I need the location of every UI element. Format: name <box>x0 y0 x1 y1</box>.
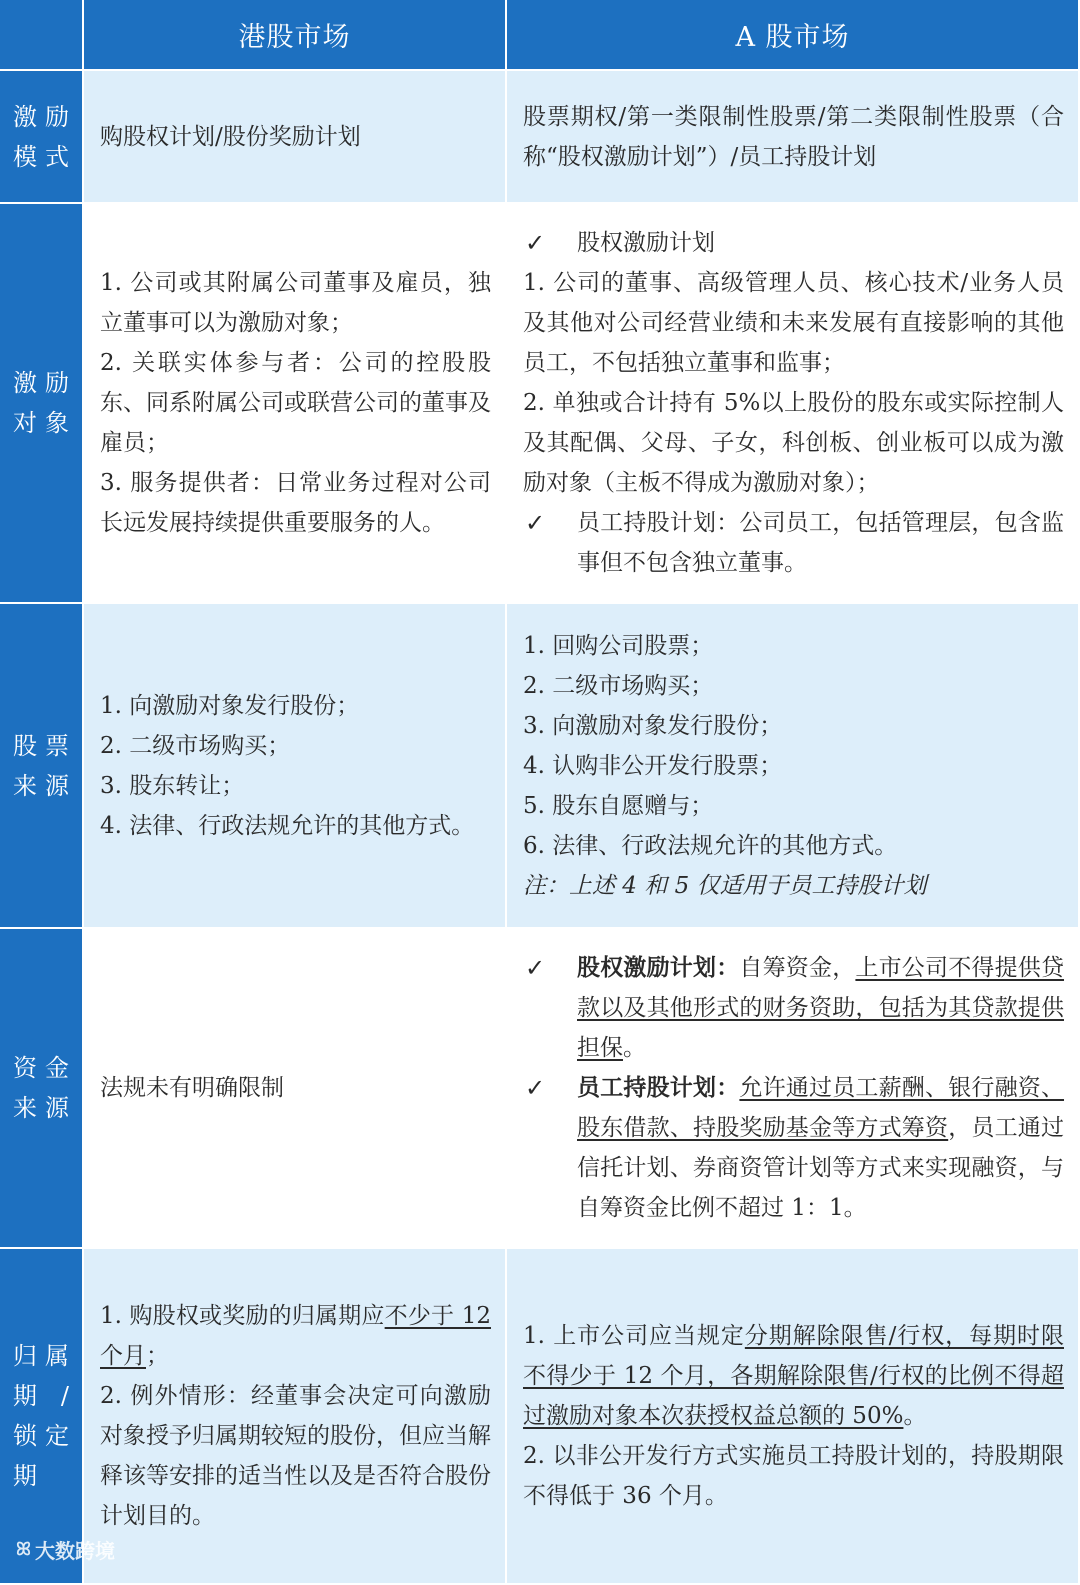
check-icon: ✓ <box>525 954 546 982</box>
header-corner <box>0 0 84 71</box>
mode-hk <box>84 71 507 204</box>
row-label-funds: 资金来源 <box>0 929 84 1249</box>
target-hk-item: 1. 公司或其附属公司董事及雇员，独立董事可以为激励对象； <box>100 270 491 336</box>
funds-hk-text: 法规未有明确限制 <box>100 1075 284 1101</box>
vesting-a-item-1: 1. 上市公司应当规定分期解除限售/行权，每期时限不得少于 12 个月，各期解除限售/行权的比例不得超过激励对象本次获授权益总额的 50%。 <box>523 1323 1064 1429</box>
source-a-note: 注：上述 4 和 5 仅适用于员工持股计划 <box>523 872 927 899</box>
check-icon: ✓ <box>525 1074 546 1102</box>
row-label-target: 激励对象 <box>0 204 84 604</box>
funds-a <box>507 929 1080 1249</box>
funds-a-equity: ✓ 股权激励计划：自筹资金，上市公司不得提供贷款以及其他形式的财务资助，包括为其贷款提供担保。 <box>523 948 1064 1068</box>
source-a-item: 4. 认购非公开发行股票； <box>523 752 783 779</box>
vesting-hk-item-2: 2. 例外情形：经董事会决定可向激励对象授予归属期较短的股份，但应当解释该等安排的适当性以及是否符合股份计划目的。 <box>100 1383 491 1529</box>
watermark-text: 大数跨境 <box>34 1539 115 1563</box>
funds-hk <box>84 929 507 1249</box>
source-a-item: 2. 二级市场购买； <box>523 672 714 699</box>
source-a-item: 1. 回购公司股票； <box>523 632 714 659</box>
check-icon: ✓ <box>525 509 546 537</box>
target-hk <box>84 204 507 604</box>
source-hk-item: 1. 向激励对象发行股份； <box>100 692 360 719</box>
funds-a-equity-plain: 自筹资金， <box>739 955 856 981</box>
source-hk-item: 2. 二级市场购买； <box>100 732 291 759</box>
funds-a-esop-title: 员工持股计划： <box>577 1074 740 1101</box>
header-hk-market: 港股市场 <box>84 0 507 71</box>
vesting-hk <box>84 1249 507 1585</box>
vesting-hk-item-1: 1. 购股权或奖励的归属期应不少于 12 个月； <box>100 1303 491 1369</box>
funds-a-esop-plain: ，员工通过信托计划、券商资管计划等方式来实现融资，与自筹资金比例不超过 1：1。 <box>577 1115 1065 1221</box>
source-a <box>507 604 1080 929</box>
target-a-item: 2. 单独或合计持有 5%以上股份的股东或实际控制人及其配偶、父母、子女，科创板、创业板可以成为激励对象（主板不得成为激励对象）； <box>523 390 1064 496</box>
target-a-item: 1. 公司的董事、高级管理人员、核心技术/业务人员及其他对公司经营业绩和未来发展有直接影响的其他员工，不包括独立董事和监事； <box>523 270 1064 376</box>
target-a-esop-text: 公司员工，包括管理层，包含监事但不包含独立董事。 <box>577 510 1065 576</box>
vesting-a-item-2: 2. 以非公开发行方式实施员工持股计划的，持股期限不得低于 36 个月。 <box>523 1443 1064 1509</box>
check-icon: ✓ <box>525 229 546 257</box>
mode-a-text: 股票期权/第一类限制性股票/第二类限制性股票（合称“股权激励计划”）/员工持股计划 <box>523 103 1064 170</box>
watermark <box>16 1535 115 1564</box>
funds-a-equity-title: 股权激励计划： <box>577 954 740 981</box>
target-hk-item: 2. 关联实体参与者：公司的控股股东、同系附属公司或联营公司的董事及雇员； <box>100 350 491 456</box>
source-hk <box>84 604 507 929</box>
vesting-a <box>507 1249 1080 1585</box>
funds-a-esop-allowed: 允许通过员工薪酬、银行融资、股东借款、持股奖励基金等方式筹资 <box>577 1075 1065 1141</box>
mode-a <box>507 71 1080 204</box>
target-a-equity-heading: ✓ 股权激励计划 <box>523 223 1064 263</box>
brand-logo-icon: ꕤ <box>16 1539 29 1560</box>
mode-hk-text: 购股权计划/股份奖励计划 <box>100 123 361 150</box>
source-a-item: 5. 股东自愿赠与； <box>523 792 714 819</box>
source-hk-item: 3. 股东转让； <box>100 772 245 799</box>
funds-a-equity-restriction: 上市公司不得提供贷款以及其他形式的财务资助，包括为其贷款提供担保 <box>577 955 1065 1061</box>
row-label-vesting: 归属期/锁定期 <box>0 1249 84 1585</box>
source-a-item: 3. 向激励对象发行股份； <box>523 712 783 739</box>
funds-a-esop <box>523 1068 1064 1228</box>
target-a-esop <box>523 503 1064 583</box>
target-a-esop-title: 员工持股计划： <box>577 510 740 536</box>
row-label-source: 股票来源 <box>0 604 84 929</box>
source-hk-item: 4. 法律、行政法规允许的其他方式。 <box>100 812 475 839</box>
target-hk-item: 3. 服务提供者：日常业务过程对公司长远发展持续提供重要服务的人。 <box>100 470 491 536</box>
source-a-item: 6. 法律、行政法规允许的其他方式。 <box>523 832 898 859</box>
header-a-share-market: A 股市场 <box>507 0 1080 71</box>
target-a <box>507 204 1080 604</box>
row-label-mode: 激励模式 <box>0 71 84 204</box>
